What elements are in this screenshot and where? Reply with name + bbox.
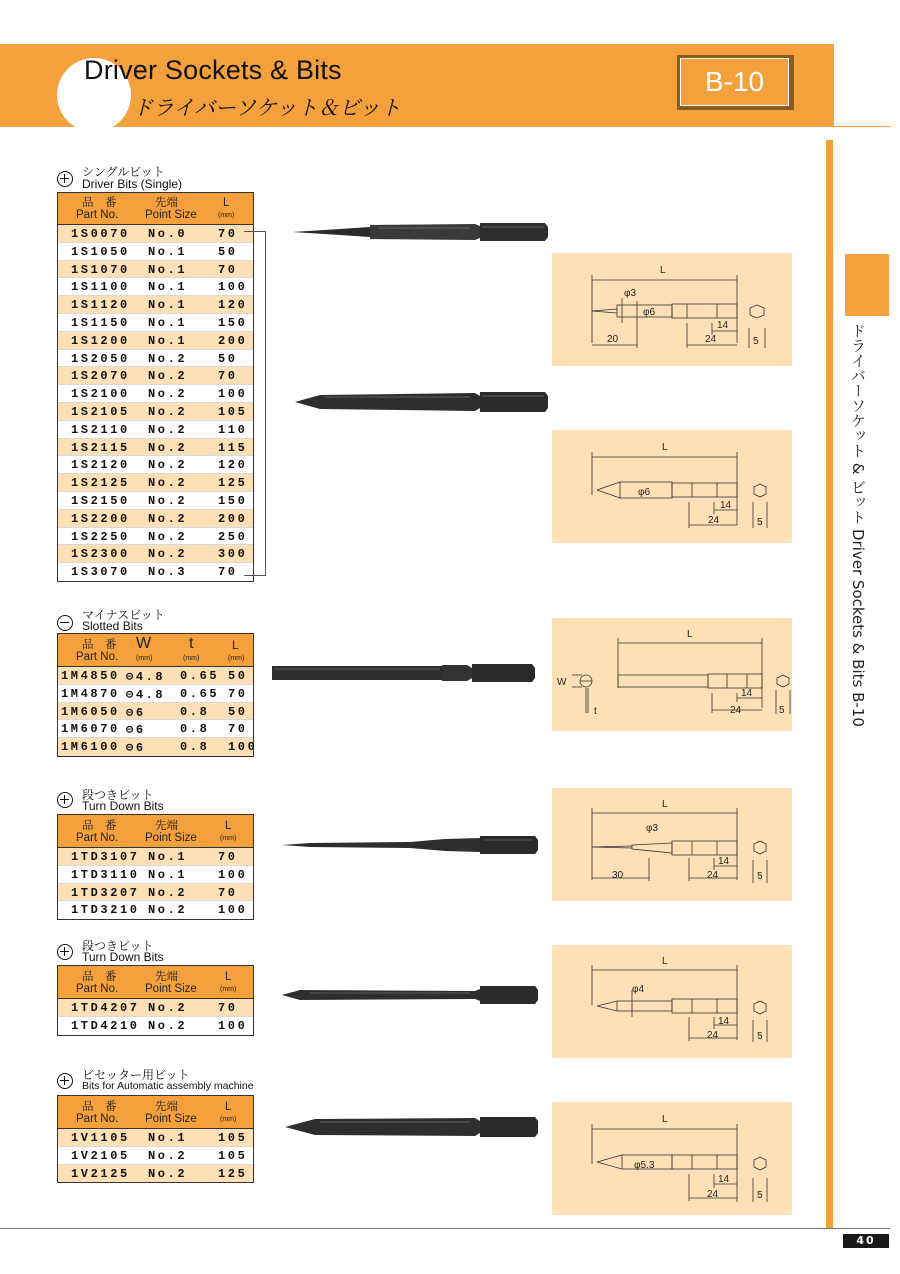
table-row bbox=[58, 667, 253, 685]
header-part-en: Part No. bbox=[76, 832, 119, 844]
part-number-cell: 1S1200 bbox=[71, 333, 130, 348]
dim-14: 14 bbox=[717, 320, 729, 331]
dim-14: 14 bbox=[718, 1016, 730, 1027]
table-row bbox=[58, 332, 253, 350]
part-number-cell: 1M6070 bbox=[61, 722, 120, 737]
header-part-jp: 品 番 bbox=[82, 1101, 117, 1113]
part-number-cell: 1TD3107 bbox=[71, 850, 140, 864]
header-l: L bbox=[225, 820, 232, 832]
header-l-unit: (mm) bbox=[228, 655, 245, 662]
table-row bbox=[58, 720, 253, 738]
point-size-cell: No.1 bbox=[148, 333, 188, 348]
width-cell: ⊖6 bbox=[126, 741, 146, 756]
part-number-cell: 1S2070 bbox=[71, 369, 130, 384]
header-point-en: Point Size bbox=[145, 832, 197, 844]
length-cell: 70 bbox=[218, 850, 238, 864]
header-part-jp: 品 番 bbox=[82, 197, 117, 209]
section-title-jp: 段つきビット bbox=[82, 788, 154, 802]
part-number-cell: 1TD3207 bbox=[71, 885, 140, 900]
table-row bbox=[58, 703, 253, 721]
table-row bbox=[58, 474, 253, 492]
part-number-cell: 1M4850 bbox=[61, 669, 120, 683]
part-number-cell: 1S1100 bbox=[71, 280, 130, 295]
length-cell: 105 bbox=[218, 1131, 248, 1145]
table-row bbox=[58, 492, 253, 510]
part-number-cell: 1M6050 bbox=[61, 704, 120, 719]
point-size-cell: No.1 bbox=[148, 280, 188, 295]
sidebar-rule bbox=[826, 140, 833, 1228]
table-header bbox=[58, 815, 253, 848]
table-row bbox=[58, 243, 253, 261]
dimension-diagram-5 bbox=[552, 945, 792, 1058]
length-cell: 200 bbox=[218, 333, 248, 348]
point-size-cell: No.2 bbox=[148, 1148, 188, 1163]
point-size-cell: No.2 bbox=[148, 1001, 188, 1015]
point-size-cell: No.2 bbox=[148, 387, 188, 402]
point-size-cell: No.2 bbox=[148, 903, 188, 918]
header-point-jp: 先端 bbox=[155, 971, 178, 983]
header-l: L bbox=[232, 638, 239, 652]
bit-image-turn-down-2 bbox=[270, 980, 545, 1010]
footer-rule bbox=[0, 1228, 890, 1229]
part-number-cell: 1S1120 bbox=[71, 298, 130, 313]
part-number-cell: 1S0070 bbox=[71, 227, 130, 241]
bit-image-turn-down-1 bbox=[270, 830, 545, 860]
slotted-icon bbox=[57, 615, 73, 631]
header-point-jp: 先端 bbox=[155, 820, 178, 832]
table-body bbox=[58, 1129, 253, 1182]
part-number-cell: 1S2115 bbox=[71, 440, 130, 455]
dim-shank: φ5.3 bbox=[634, 1160, 655, 1171]
point-size-cell: No.2 bbox=[148, 1018, 188, 1033]
part-number-cell: 1S2200 bbox=[71, 511, 130, 526]
point-size-cell: No.2 bbox=[148, 511, 188, 526]
table-row bbox=[58, 563, 253, 581]
width-cell: ⊖6 bbox=[126, 705, 146, 720]
width-cell: ⊖4.8 bbox=[126, 670, 166, 684]
header-part-en: Part No. bbox=[76, 983, 119, 995]
header-l-unit: (mm) bbox=[220, 1116, 237, 1123]
page-title: Driver Sockets & Bits bbox=[84, 55, 342, 85]
dimension-diagram-3 bbox=[552, 618, 792, 731]
part-number-cell: 1TD3210 bbox=[71, 903, 140, 918]
dim-14: 14 bbox=[720, 500, 732, 511]
table-row bbox=[58, 456, 253, 474]
length-cell: 50 bbox=[228, 669, 248, 683]
dim-w: W bbox=[557, 677, 567, 688]
dim-l: L bbox=[687, 629, 693, 640]
bracket-line bbox=[244, 231, 266, 576]
header-point-en: Point Size bbox=[145, 209, 197, 221]
page-title-jp: ドライバーソケット＆ビット bbox=[132, 96, 402, 120]
header-l-unit: (mm) bbox=[220, 986, 237, 993]
header-t: t bbox=[189, 635, 194, 652]
part-number-cell: 1V2125 bbox=[71, 1166, 130, 1181]
point-size-cell: No.2 bbox=[148, 885, 188, 900]
length-cell: 200 bbox=[218, 511, 248, 526]
table-row bbox=[58, 866, 253, 884]
length-cell: 70 bbox=[218, 227, 238, 241]
header-point-en: Point Size bbox=[145, 983, 197, 995]
length-cell: 115 bbox=[218, 440, 248, 455]
part-number-cell: 1S2110 bbox=[71, 422, 130, 437]
table-row bbox=[58, 314, 253, 332]
table-row bbox=[58, 848, 253, 866]
table-row bbox=[58, 225, 253, 243]
dim-l: L bbox=[662, 799, 668, 810]
length-cell: 105 bbox=[218, 1148, 248, 1163]
length-cell: 100 bbox=[218, 387, 248, 402]
point-size-cell: No.0 bbox=[148, 227, 188, 241]
section-title-en: Turn Down Bits bbox=[82, 799, 164, 813]
length-cell: 70 bbox=[218, 885, 238, 900]
section-title-en: Slotted Bits bbox=[82, 619, 143, 633]
table-row bbox=[58, 1017, 253, 1035]
bit-image-phillips-no2 bbox=[270, 385, 550, 419]
point-size-cell: No.3 bbox=[148, 565, 188, 580]
dim-tip: φ4 bbox=[632, 984, 645, 995]
point-size-cell: No.2 bbox=[148, 404, 188, 419]
dimension-diagram-2 bbox=[552, 430, 792, 543]
point-size-cell: No.2 bbox=[148, 547, 188, 562]
table-row bbox=[58, 1165, 253, 1183]
length-cell: 50 bbox=[218, 244, 238, 259]
length-cell: 70 bbox=[218, 262, 238, 277]
length-cell: 120 bbox=[218, 458, 248, 473]
table-row bbox=[58, 439, 253, 457]
dim-l: L bbox=[660, 265, 666, 276]
part-number-cell: 1S2125 bbox=[71, 476, 130, 491]
length-cell: 50 bbox=[228, 704, 248, 719]
section-title-en: Bits for Automatic assembly machine bbox=[82, 1080, 254, 1092]
length-cell: 70 bbox=[218, 369, 238, 384]
header-l: L bbox=[225, 971, 232, 983]
dim-hex: 5 bbox=[757, 1190, 763, 1201]
dim-t: t bbox=[594, 706, 597, 717]
point-size-cell: No.1 bbox=[148, 867, 188, 882]
bit-image-assembly bbox=[270, 1110, 545, 1144]
dim-24: 24 bbox=[730, 705, 742, 716]
dim-tip-len: 30 bbox=[612, 870, 624, 881]
thickness-cell: 0.8 bbox=[180, 704, 210, 719]
table-row bbox=[58, 278, 253, 296]
thickness-cell: 0.8 bbox=[180, 722, 210, 737]
thickness-cell: 0.8 bbox=[180, 740, 210, 755]
header-w: W bbox=[136, 635, 152, 652]
length-cell: 150 bbox=[218, 493, 248, 508]
table-row bbox=[58, 510, 253, 528]
dimension-diagram-4 bbox=[552, 788, 792, 901]
part-number-cell: 1M6100 bbox=[61, 740, 120, 755]
header-part-jp: 品 番 bbox=[82, 820, 117, 832]
table-row bbox=[58, 403, 253, 421]
point-size-cell: No.2 bbox=[148, 529, 188, 544]
dim-24: 24 bbox=[705, 334, 717, 345]
table-header bbox=[58, 634, 253, 667]
phillips-icon bbox=[57, 1073, 73, 1089]
thickness-cell: 0.65 bbox=[180, 686, 220, 701]
header-l: L bbox=[223, 197, 230, 209]
length-cell: 125 bbox=[218, 1166, 248, 1181]
point-size-cell: No.1 bbox=[148, 315, 188, 330]
phillips-icon bbox=[57, 792, 73, 808]
table-header bbox=[58, 966, 253, 999]
dimension-diagram-1 bbox=[552, 253, 792, 366]
point-size-cell: No.2 bbox=[148, 369, 188, 384]
width-cell: ⊖4.8 bbox=[126, 687, 166, 702]
table-row bbox=[58, 261, 253, 279]
dim-shank: φ6 bbox=[643, 307, 656, 318]
point-size-cell: No.1 bbox=[148, 850, 188, 864]
point-size-cell: No.2 bbox=[148, 476, 188, 491]
dim-24: 24 bbox=[708, 515, 720, 526]
dim-tip-len: 20 bbox=[607, 334, 619, 345]
part-number-cell: 1S2250 bbox=[71, 529, 130, 544]
part-number-cell: 1TD4207 bbox=[71, 1001, 140, 1015]
header-l: L bbox=[225, 1101, 232, 1113]
dim-tip: φ3 bbox=[624, 288, 637, 299]
point-size-cell: No.2 bbox=[148, 422, 188, 437]
slotted-bits-table bbox=[57, 633, 258, 757]
length-cell: 300 bbox=[218, 547, 248, 562]
length-cell: 125 bbox=[218, 476, 248, 491]
part-number-cell: 1S2105 bbox=[71, 404, 130, 419]
dim-l: L bbox=[662, 956, 668, 967]
table-body bbox=[58, 999, 253, 1035]
bit-image-phillips-no0 bbox=[270, 217, 550, 247]
dim-shank: φ6 bbox=[638, 487, 651, 498]
length-cell: 100 bbox=[218, 280, 248, 295]
header-part-en: Part No. bbox=[76, 1113, 119, 1125]
part-number-cell: 1M4870 bbox=[61, 686, 120, 701]
part-number-cell: 1TD4210 bbox=[71, 1018, 140, 1033]
part-number-cell: 1S1150 bbox=[71, 315, 130, 330]
header-t-unit: (mm) bbox=[183, 655, 200, 662]
turn-down-bits-table-2 bbox=[57, 965, 254, 1036]
page-number: 40 bbox=[843, 1234, 889, 1248]
length-cell: 110 bbox=[218, 422, 248, 437]
page-id-badge: B-10 bbox=[680, 58, 789, 106]
table-row bbox=[58, 545, 253, 563]
section-title-jp: 段つきビット bbox=[82, 939, 154, 953]
dim-l: L bbox=[662, 1114, 668, 1125]
sidebar-tab bbox=[845, 254, 889, 316]
table-row bbox=[58, 528, 253, 546]
header-rule bbox=[834, 126, 890, 127]
part-number-cell: 1S2300 bbox=[71, 547, 130, 562]
table-row bbox=[58, 296, 253, 314]
length-cell: 100 bbox=[218, 867, 248, 882]
table-body bbox=[58, 848, 253, 919]
header-part-en: Part No. bbox=[76, 651, 119, 663]
table-row bbox=[58, 350, 253, 368]
part-number-cell: 1S1050 bbox=[71, 244, 130, 259]
dim-hex: 5 bbox=[779, 705, 785, 716]
sidebar-label: ドライバーソケット & ビット Driver Sockets & Bits B-10 bbox=[849, 323, 867, 727]
dim-24: 24 bbox=[707, 1030, 719, 1041]
part-number-cell: 1S2120 bbox=[71, 458, 130, 473]
header-point-en: Point Size bbox=[145, 1113, 197, 1125]
table-header bbox=[58, 1096, 253, 1129]
phillips-icon bbox=[57, 171, 73, 187]
table-row bbox=[58, 1147, 253, 1165]
point-size-cell: No.2 bbox=[148, 493, 188, 508]
table-row bbox=[58, 685, 253, 703]
length-cell: 120 bbox=[218, 298, 248, 313]
dim-24: 24 bbox=[707, 870, 719, 881]
point-size-cell: No.1 bbox=[148, 244, 188, 259]
dim-24: 24 bbox=[707, 1189, 719, 1200]
width-cell: ⊖6 bbox=[126, 723, 146, 738]
dim-tip: φ3 bbox=[646, 823, 659, 834]
turn-down-bits-table bbox=[57, 814, 254, 920]
length-cell: 70 bbox=[228, 722, 248, 737]
length-cell: 150 bbox=[218, 315, 248, 330]
header-w-unit: (mm) bbox=[136, 655, 153, 662]
bit-image-slotted bbox=[262, 658, 537, 688]
length-cell: 105 bbox=[218, 404, 248, 419]
part-number-cell: 1S2050 bbox=[71, 351, 130, 366]
length-cell: 70 bbox=[228, 686, 248, 701]
header-l-unit: (mm) bbox=[218, 212, 235, 219]
thickness-cell: 0.65 bbox=[180, 669, 220, 683]
part-number-cell: 1V2105 bbox=[71, 1148, 130, 1163]
part-number-cell: 1S2150 bbox=[71, 493, 130, 508]
part-number-cell: 1S1070 bbox=[71, 262, 130, 277]
header-l-unit: (mm) bbox=[220, 835, 237, 842]
point-size-cell: No.2 bbox=[148, 351, 188, 366]
part-number-cell: 1TD3110 bbox=[71, 867, 140, 882]
table-row bbox=[58, 385, 253, 403]
length-cell: 100 bbox=[228, 740, 258, 755]
table-row bbox=[58, 1129, 253, 1147]
table-body bbox=[58, 225, 253, 581]
section-title-en: Turn Down Bits bbox=[82, 950, 164, 964]
table-row bbox=[58, 901, 253, 919]
part-number-cell: 1S3070 bbox=[71, 565, 130, 580]
point-size-cell: No.1 bbox=[148, 298, 188, 313]
section-title-jp: マイナスビット bbox=[82, 608, 165, 622]
dim-hex: 5 bbox=[757, 517, 763, 528]
dimension-diagram-6 bbox=[552, 1102, 792, 1215]
single-bits-table bbox=[57, 192, 254, 582]
part-number-cell: 1V1105 bbox=[71, 1131, 130, 1145]
section-title-en: Driver Bits (Single) bbox=[82, 177, 183, 191]
table-header bbox=[58, 193, 253, 225]
table-row bbox=[58, 738, 258, 756]
dim-14: 14 bbox=[718, 856, 730, 867]
assembly-bits-table bbox=[57, 1095, 254, 1183]
dim-14: 14 bbox=[741, 688, 753, 699]
length-cell: 250 bbox=[218, 529, 248, 544]
header-point-jp: 先端 bbox=[155, 197, 178, 209]
point-size-cell: No.2 bbox=[148, 440, 188, 455]
length-cell: 100 bbox=[218, 1018, 248, 1033]
header-part-jp: 品 番 bbox=[82, 639, 117, 651]
table-row bbox=[58, 999, 253, 1017]
section-title-jp: ビセッター用ビット bbox=[82, 1068, 190, 1082]
header-part-jp: 品 番 bbox=[82, 971, 117, 983]
section-title-jp: シングルビット bbox=[82, 165, 165, 179]
dim-14: 14 bbox=[718, 1174, 730, 1185]
point-size-cell: No.1 bbox=[148, 262, 188, 277]
header-point-jp: 先端 bbox=[155, 1101, 178, 1113]
point-size-cell: No.2 bbox=[148, 1166, 188, 1181]
length-cell: 70 bbox=[218, 565, 238, 580]
length-cell: 100 bbox=[218, 903, 248, 918]
dim-hex: 5 bbox=[753, 336, 759, 347]
table-row bbox=[58, 884, 253, 902]
table-body bbox=[58, 667, 258, 756]
part-number-cell: 1S2100 bbox=[71, 387, 130, 402]
dim-hex: 5 bbox=[757, 871, 763, 882]
header-part-en: Part No. bbox=[76, 209, 119, 221]
point-size-cell: No.1 bbox=[148, 1131, 188, 1145]
dim-hex: 5 bbox=[757, 1031, 763, 1042]
table-row bbox=[58, 421, 253, 439]
dim-l: L bbox=[662, 442, 668, 453]
phillips-icon bbox=[57, 944, 73, 960]
point-size-cell: No.2 bbox=[148, 458, 188, 473]
length-cell: 70 bbox=[218, 1001, 238, 1015]
table-row bbox=[58, 367, 253, 385]
length-cell: 50 bbox=[218, 351, 238, 366]
